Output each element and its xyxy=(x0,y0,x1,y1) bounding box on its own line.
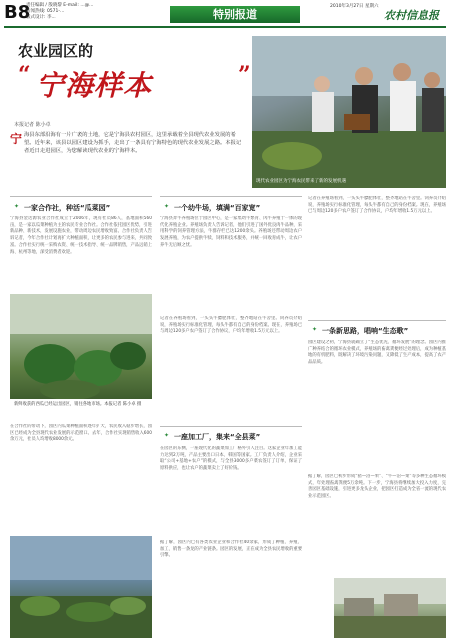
greenhouse-illustration xyxy=(10,536,152,638)
section-2-text: 宁海县奔牛养殖场位于园区中心，是一家集幼牛繁育、肉牛养殖于一体的现代化养殖企业。养殖场负责人告诉记者，他们引进了国外优良肉牛品种，采用科学的饲养管理方法，牛群存栏已达1200余头。养殖场还带动周边农户发展养殖，为农户提供牛犊、饲料和技术服务，并统一回收育成牛，让农户养牛无后顾之忧。 xyxy=(160,216,302,248)
melon-photo xyxy=(10,294,152,399)
subhead-4: 一条新思路，唱响“生态歌” xyxy=(322,327,409,335)
section-4-text-cont: 据了解，园区已初步形成“猪—沼—果”、“牛—沼—菜”等多种生态循环模式，年处理畜禽粪便5万余吨。下一步，宁海县将继续加大投入力度，完善园区基础设施，引进更多龙头企业，把园区打造成为全省一流的现代农业示范园区。 xyxy=(308,474,446,500)
section-2-text-cont: 记者在养殖场看到，一头头牛膘肥体壮，整齐地站在牛舍里。饲养员介绍说，养殖场实行标准化管理，每头牛都有自己的身份档案。现在，养殖场已与周边120多户农户签订了合作协议，户均年增收1.5万元以上。 xyxy=(160,316,302,335)
section-4-text: 园区建设之初，宁海县就确立了“生态优先、循环发展”的理念。园区内推广种养结合的循环农业模式，养殖场的畜禽粪便经过处理后，成为种植基地的有机肥料，既解决了环境污染问题，又降低了生产成本，提高了农产品品质。 xyxy=(308,340,446,366)
subhead-1: 一家合作社，种活“瓜菜园” xyxy=(24,204,111,212)
section-3-text-cont: 据了解，园区内已有各类农业企业和合作社40余家，形成了种植、养殖、加工、销售一条龙的产业链条。园区的发展，正在成为全县农民增收的重要引擎。 xyxy=(160,540,302,559)
subhead-bullet-icon: ✦ xyxy=(164,432,170,439)
column-rule xyxy=(308,320,446,321)
melon-illustration xyxy=(10,294,152,399)
lead-dropcap: 宁 xyxy=(10,132,23,146)
hotline-line: 新闻热线: 0571-... xyxy=(26,9,65,14)
lead-photo xyxy=(252,36,446,188)
section-title: 特别报道 xyxy=(170,6,300,23)
column-rule xyxy=(10,196,152,197)
designer-line: 版式设计: 李... xyxy=(26,15,56,20)
village-photo xyxy=(334,578,446,638)
subhead-bullet-icon: ✦ xyxy=(14,203,20,210)
page-number: B8 xyxy=(4,2,31,23)
issue-date: 2010年3月27日 星期六 xyxy=(330,4,379,9)
greenhouse-photo xyxy=(10,536,152,638)
lead-paragraph: 海县东部沿海有一片广袤的土地，它是宁海县农村园区，这里承载着全县现代农业发展的希望。近年来，该县以园区建设为抓手，走出了一条具有宁海特色的现代农业发展之路。本报记者近日走进园区，为您解读现代农业的宁海样本。 xyxy=(24,132,242,155)
section-3-text: 在园区的东侧，一座现代化的蔬菜加工厂格外引人注目。这家企业年加工能力达到2万吨，产品主要出口日本、韩国等国家。工厂负责人介绍，企业采取“公司+基地+农户”的模式，与全县3000多户菜农签订了订单，保证了原料供应，也让农户的蔬菜卖上了好价钱。 xyxy=(160,446,302,472)
section-2-sidebar-text: 记者在养殖场看到，一头头牛膘肥体壮，整齐地站在牛舍里。饲养员介绍说，养殖场实行标准化管理，每头牛都有自己的身份档案。现在，养殖场已与周边120多户农户签订了合作协议，户均年增收1.5万元以上。 xyxy=(308,196,446,215)
melon-photo-caption: 新鲜收获的西瓜已经运出园区，销往各地市场。本报记者 陈小卓 摄 xyxy=(14,402,142,407)
editor-info xyxy=(26,3,93,21)
editor-line: 责任编辑 / 殷晓黎 E-mail: ...@... xyxy=(26,3,94,8)
section-1-text: 宁海县金达源农业合作社成立于2006年，现有社员86人，基地面积560亩，是一家以瓜菜种植为主的农民专业合作社。合作社依托园区优势，引进新品种、新技术，发展设施农业，带动周边农民增收致富。合作社负责人告诉记者，今年合作社计划再扩大种植面积，让更多的农民参与进来，共同致富。合作社实行统一采购农资、统一技术指导、统一品牌销售，产品远销上海、杭州等地，深受消费者欢迎。 xyxy=(10,216,152,255)
column-rule xyxy=(160,426,302,427)
subhead-bullet-icon: ✦ xyxy=(164,203,170,210)
headline-open-quote: “ xyxy=(18,62,31,88)
photo-people-illustration xyxy=(252,36,446,188)
section-1-text-cont: 在合作社的带动下，园区内瓜菜种植面积逐年扩大，农民收入稳步增长，园区已经成为全县现代农业发展的示范窗口。去年，合作社实现销售收入600余万元，社员人均增收8000余元。 xyxy=(10,424,152,443)
header-divider xyxy=(4,26,446,28)
village-illustration xyxy=(334,578,446,638)
byline: 本报记者 陈小卓 xyxy=(14,122,51,128)
newspaper-masthead: 农村信息报 xyxy=(384,9,439,22)
subhead-2: 一个幼牛场，填满“百家宽” xyxy=(174,204,261,212)
page-header xyxy=(0,0,450,30)
column-rule xyxy=(160,196,302,197)
main-headline: 宁海样本 xyxy=(36,69,153,102)
headline-kicker: 农业园区的 xyxy=(18,42,94,60)
lead-photo-caption: 现代农业园区为宁海农民带来了新的发展机遇 xyxy=(256,179,346,184)
headline-close-quote: ” xyxy=(238,62,251,88)
subhead-bullet-icon: ✦ xyxy=(312,326,318,333)
subhead-3: 一座加工厂，集来“全县菜” xyxy=(174,433,261,441)
